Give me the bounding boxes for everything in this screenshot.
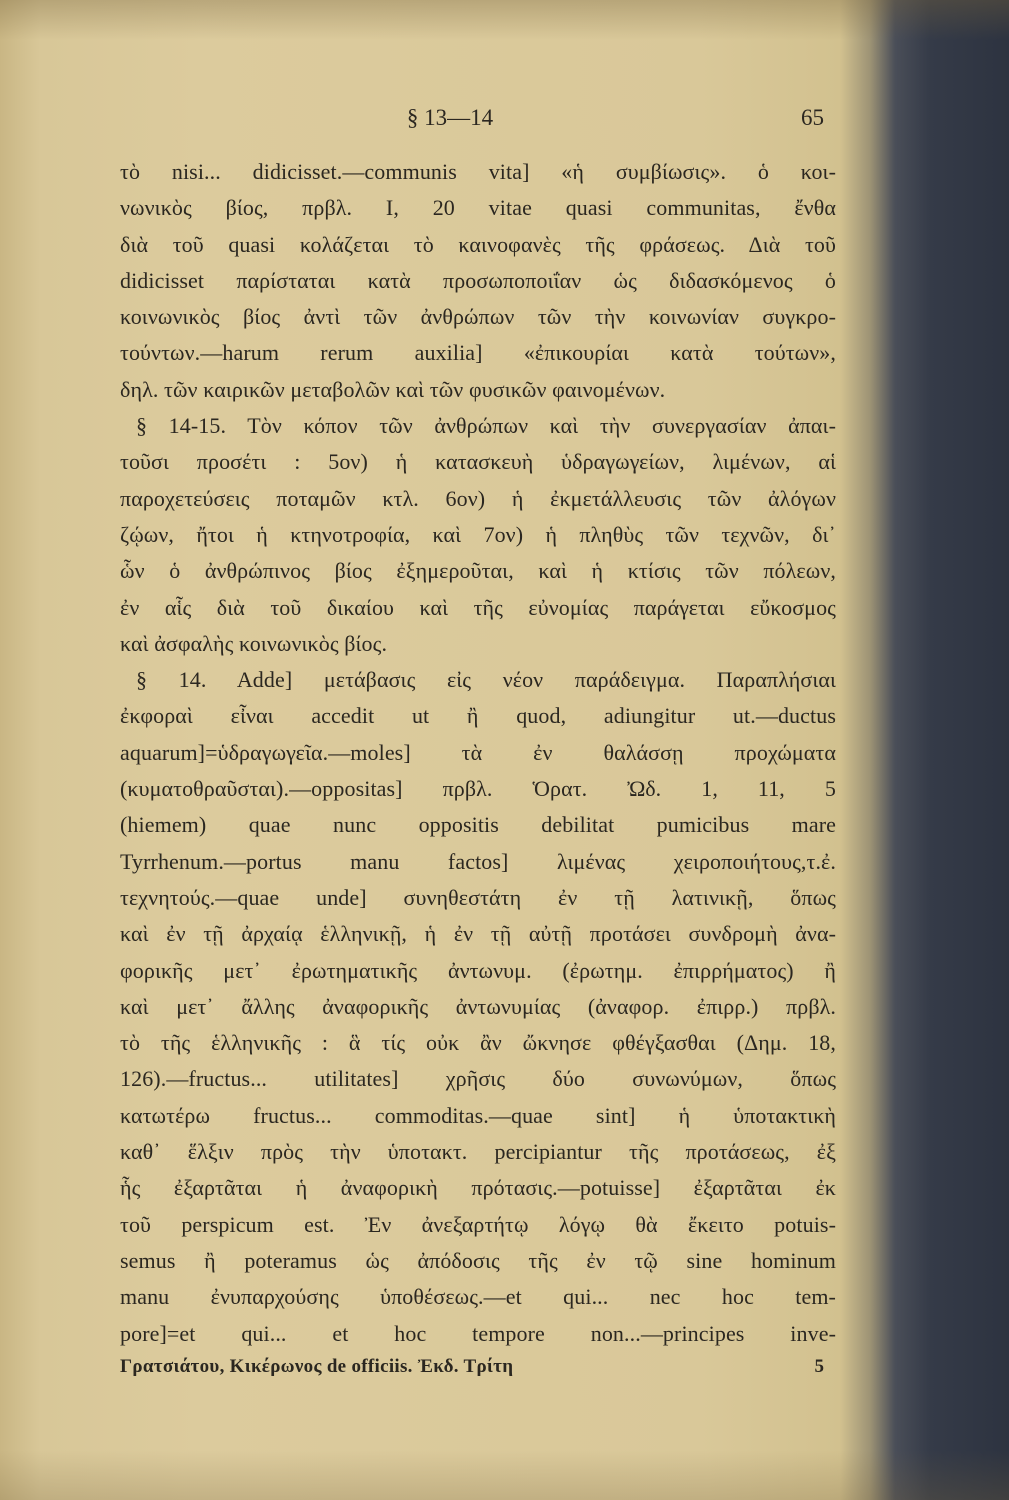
section-heading: § 13—14 xyxy=(406,105,494,130)
text-line: τεχνητούς.—quae unde] συνηθεστάτη ἐν τῇ λατινικῇ, ὅπως xyxy=(120,884,836,910)
paragraph-start-line: § 14. Adde] μετάβασις εἰς νέον παράδειγμα. Παραπλήσιαι xyxy=(136,667,836,693)
commentary-text xyxy=(120,154,836,1352)
text-line: didicisset παρίσταται κατὰ προσωποποιΐαν ὡς διδασκόμενος ὁ xyxy=(120,267,836,293)
text-line: φορικῆς μετ᾿ ἐρωτηματικῆς ἀντωνυμ. (ἐρωτημ. ἐπιρρήματος) ἢ xyxy=(120,957,836,983)
text-line: καὶ μετ᾿ ἄλλης ἀναφορικῆς ἀντωνυμίας (ἀναφορ. ἐπιρρ.) πρβλ. xyxy=(120,993,836,1019)
text-line: manu ἐνυπαρχούσης ὑποθέσεως.—et qui... nec hoc tem- xyxy=(120,1284,836,1310)
page-footer xyxy=(120,1351,836,1383)
text-line: τὸ τῆς ἑλληνικῆς : ἃ τίς οὐκ ἂν ὤκνησε φθέγξασθαι (Δημ. 18, xyxy=(120,1030,836,1056)
page-number: 65 xyxy=(801,105,824,130)
text-line: τὸ nisi... didicisset.—communis vita] «ἡ συμβίωσις». ὁ κοι- xyxy=(120,159,836,184)
text-line: καθ᾿ ἕλξιν πρὸς τὴν ὑποτακτ. percipiantur τῆς προτάσεως, ἐξ xyxy=(120,1139,836,1165)
text-line: κατωτέρω fructus... commoditas.—quae sint] ἡ ὑποτακτικὴ xyxy=(120,1102,836,1128)
text-line: καὶ ἐν τῇ ἀρχαίᾳ ἑλληνικῇ, ἡ ἐν τῇ αὐτῇ προτάσει συνδρομὴ ἀνα- xyxy=(120,921,836,947)
text-line: τούντων.—harum rerum auxilia] «ἐπικουρίαι κατὰ τούτων», xyxy=(120,340,836,366)
text-line: δηλ. τῶν καιρικῶν μεταβολῶν καὶ τῶν φυσικῶν φαινομένων. xyxy=(120,376,666,402)
text-line: ἐν αἷς διὰ τοῦ δικαίου καὶ τῆς εὐνομίας παράγεται εὔκοσμος xyxy=(120,594,836,620)
text-line: pore]=et qui... et hoc tempore non...—principes inve- xyxy=(120,1320,836,1346)
text-line: παροχετεύσεις ποταμῶν κτλ. 6ον) ἡ ἐκμετάλλευσις τῶν ἀλόγων xyxy=(120,485,836,511)
text-line: κοινωνικὸς βίος ἀντὶ τῶν ἀνθρώπων τῶν τὴν κοινωνίαν συγκρο- xyxy=(120,304,836,330)
page-header xyxy=(120,100,836,136)
printer-signature: Γρατσιάτου, Κικέρωνος de officiis. Ἐκδ. Τρίτη xyxy=(120,1356,514,1377)
text-line: ἧς ἐξαρτᾶται ἡ ἀναφορικὴ πρότασις.—potuisse] ἐξαρτᾶται ἐκ xyxy=(120,1175,836,1201)
sheet-number: 5 xyxy=(814,1356,824,1377)
text-line: Tyrrhenum.—portus manu factos] λιμένας χειροποιήτους,τ.ἐ. xyxy=(120,848,836,874)
text-line: (κυματοθραῦσται).—oppositas] πρβλ. Ὁρατ. Ὠδ. 1, 11, 5 xyxy=(120,776,836,802)
paragraph-start-line: § 14-15. Τὸν κόπον τῶν ἀνθρώπων καὶ τὴν συνεργασίαν ἀπαι- xyxy=(136,413,836,439)
text-line: διὰ τοῦ quasi κολάζεται τὸ καινοφανὲς τῆς φράσεως. Διὰ τοῦ xyxy=(120,231,836,257)
text-line: καὶ ἀσφαλὴς κοινωνικὸς βίος. xyxy=(120,630,388,656)
text-line: 126).—fructus... utilitates] χρῆσις δύο συνωνύμων, ὅπως xyxy=(120,1066,836,1092)
text-line: ἐκφοραὶ εἶναι accedit ut ἢ quod, adiungitur ut.—ductus xyxy=(120,703,836,729)
text-line: semus ἢ poteramus ὡς ἀπόδοσις τῆς ἐν τῷ sine hominum xyxy=(120,1247,836,1273)
text-line: ζῴων, ἤτοι ἡ κτηνοτροφία, καὶ 7ον) ἡ πληθὺς τῶν τεχνῶν, δι᾿ xyxy=(120,521,836,547)
text-line: (hiemem) quae nunc oppositis debilitat pumicibus mare xyxy=(120,812,836,838)
text-line: ὧν ὁ ἀνθρώπινος βίος ἐξημεροῦται, καὶ ἡ κτίσις τῶν πόλεων, xyxy=(120,558,836,584)
text-line: aquarum]=ὑδραγωγεῖα.—moles] τὰ ἐν θαλάσσῃ προχώματα xyxy=(120,739,836,765)
text-line: τοῦ perspicum est. Ἐν ἀνεξαρτήτῳ λόγῳ θὰ ἔκειτο potuis- xyxy=(120,1211,836,1237)
text-line: τοῦσι προσέτι : 5ον) ἡ κατασκευὴ ὑδραγωγείων, λιμένων, αἱ xyxy=(120,449,836,475)
text-line: νωνικὸς βίος, πρβλ. I, 20 vitae quasi communitas, ἔνθα xyxy=(120,195,836,221)
